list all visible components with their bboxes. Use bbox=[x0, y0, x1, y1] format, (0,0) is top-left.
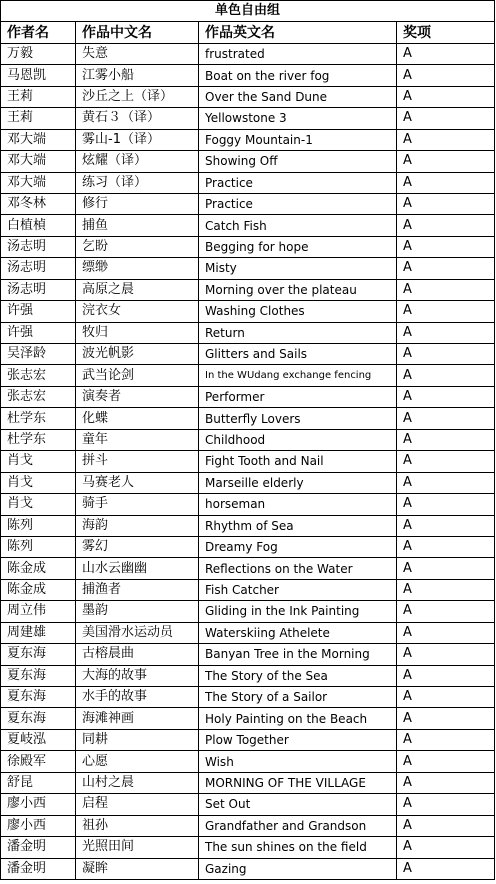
english-title-cell: Showing Off bbox=[199, 151, 397, 172]
table-row bbox=[1, 322, 495, 343]
chinese-title-cell: 古榕晨曲 bbox=[76, 644, 199, 665]
table-header-row bbox=[1, 22, 495, 43]
english-title-cell: The Story of a Sailor bbox=[199, 687, 397, 708]
award-cell: A bbox=[397, 108, 495, 129]
chinese-title-cell: 祖孙 bbox=[76, 815, 199, 836]
award-cell: A bbox=[397, 622, 495, 643]
award-cell: A bbox=[397, 151, 495, 172]
chinese-title-cell: 山水云幽幽 bbox=[76, 558, 199, 579]
english-title-cell: Plow Together bbox=[199, 729, 397, 750]
chinese-title-cell: 雾幻 bbox=[76, 536, 199, 557]
english-title-cell: Childhood bbox=[199, 429, 397, 450]
table-row bbox=[1, 837, 495, 858]
table-row bbox=[1, 665, 495, 686]
award-cell: A bbox=[397, 644, 495, 665]
table-row bbox=[1, 151, 495, 172]
chinese-title-cell: 乞盼 bbox=[76, 236, 199, 257]
award-cell: A bbox=[397, 344, 495, 365]
english-title-cell: Butterfly Lovers bbox=[199, 408, 397, 429]
award-cell: A bbox=[397, 322, 495, 343]
table-row bbox=[1, 365, 495, 386]
english-title-cell: Misty bbox=[199, 258, 397, 279]
table-row bbox=[1, 108, 495, 129]
chinese-title-cell: 马赛老人 bbox=[76, 472, 199, 493]
table-row bbox=[1, 558, 495, 579]
author-cell: 廖小西 bbox=[1, 815, 76, 836]
chinese-title-cell: 心愿 bbox=[76, 751, 199, 772]
chinese-title-cell: 凝眸 bbox=[76, 858, 199, 879]
table-row bbox=[1, 579, 495, 600]
english-title-cell: Over the Sand Dune bbox=[199, 86, 397, 107]
author-cell: 白植楨 bbox=[1, 215, 76, 236]
english-title-cell: Glitters and Sails bbox=[199, 344, 397, 365]
header-award: 奖项 bbox=[397, 22, 495, 43]
chinese-title-cell: 美国滑水运动员 bbox=[76, 622, 199, 643]
award-cell: A bbox=[397, 129, 495, 150]
table-row bbox=[1, 536, 495, 557]
author-cell: 吴泽龄 bbox=[1, 344, 76, 365]
award-cell: A bbox=[397, 429, 495, 450]
table-row bbox=[1, 301, 495, 322]
english-title-cell: horseman bbox=[199, 494, 397, 515]
table-row bbox=[1, 258, 495, 279]
table-row bbox=[1, 43, 495, 64]
english-title-cell: Waterskiing Athelete bbox=[199, 622, 397, 643]
english-title-cell: Rhythm of Sea bbox=[199, 515, 397, 536]
english-title-cell: MORNING OF THE VILLAGE bbox=[199, 772, 397, 793]
table-row bbox=[1, 729, 495, 750]
table-title: 单色自由组 bbox=[1, 1, 495, 22]
author-cell: 夏东海 bbox=[1, 708, 76, 729]
award-cell: A bbox=[397, 408, 495, 429]
english-title-cell: Washing Clothes bbox=[199, 301, 397, 322]
chinese-title-cell: 骑手 bbox=[76, 494, 199, 515]
award-cell: A bbox=[397, 858, 495, 879]
table-row bbox=[1, 86, 495, 107]
english-title-cell: Grandfather and Grandson bbox=[199, 815, 397, 836]
author-cell: 徐殿军 bbox=[1, 751, 76, 772]
award-cell: A bbox=[397, 601, 495, 622]
author-cell: 邓大端 bbox=[1, 172, 76, 193]
english-title-cell: Fight Tooth and Nail bbox=[199, 451, 397, 472]
award-cell: A bbox=[397, 515, 495, 536]
award-cell: A bbox=[397, 536, 495, 557]
chinese-title-cell: 光照田间 bbox=[76, 837, 199, 858]
table-row bbox=[1, 215, 495, 236]
award-cell: A bbox=[397, 386, 495, 407]
chinese-title-cell: 修行 bbox=[76, 193, 199, 214]
table-title-row bbox=[1, 1, 495, 22]
author-cell: 夏岐泓 bbox=[1, 729, 76, 750]
english-title-cell: Yellowstone 3 bbox=[199, 108, 397, 129]
chinese-title-cell: 浣衣女 bbox=[76, 301, 199, 322]
table-row bbox=[1, 494, 495, 515]
chinese-title-cell: 沙丘之上（译） bbox=[76, 86, 199, 107]
chinese-title-cell: 捕鱼 bbox=[76, 215, 199, 236]
english-title-cell: Catch Fish bbox=[199, 215, 397, 236]
english-title-cell: Holy Painting on the Beach bbox=[199, 708, 397, 729]
header-author: 作者名 bbox=[1, 22, 76, 43]
english-title-cell: Return bbox=[199, 322, 397, 343]
english-title-cell: Begging for hope bbox=[199, 236, 397, 257]
chinese-title-cell: 水手的故事 bbox=[76, 687, 199, 708]
author-cell: 夏东海 bbox=[1, 665, 76, 686]
award-cell: A bbox=[397, 708, 495, 729]
award-cell: A bbox=[397, 815, 495, 836]
table-row bbox=[1, 408, 495, 429]
chinese-title-cell: 演奏者 bbox=[76, 386, 199, 407]
author-cell: 张志宏 bbox=[1, 365, 76, 386]
english-title-cell: Reflections on the Water bbox=[199, 558, 397, 579]
author-cell: 邓大端 bbox=[1, 151, 76, 172]
author-cell: 廖小西 bbox=[1, 794, 76, 815]
english-title-cell: Gliding in the Ink Painting bbox=[199, 601, 397, 622]
chinese-title-cell: 捕渔者 bbox=[76, 579, 199, 600]
author-cell: 万毅 bbox=[1, 43, 76, 64]
author-cell: 肖戈 bbox=[1, 451, 76, 472]
author-cell: 张志宏 bbox=[1, 386, 76, 407]
english-title-cell: Set Out bbox=[199, 794, 397, 815]
english-title-cell: Boat on the river fog bbox=[199, 65, 397, 86]
english-title-cell: Performer bbox=[199, 386, 397, 407]
award-cell: A bbox=[397, 86, 495, 107]
english-title-cell: In the WUdang exchange fencing bbox=[199, 365, 397, 386]
english-title-cell: Foggy Mountain-1 bbox=[199, 129, 397, 150]
award-cell: A bbox=[397, 772, 495, 793]
table-row bbox=[1, 644, 495, 665]
award-cell: A bbox=[397, 579, 495, 600]
table-row bbox=[1, 279, 495, 300]
english-title-cell: Practice bbox=[199, 172, 397, 193]
author-cell: 邓冬林 bbox=[1, 193, 76, 214]
table-row bbox=[1, 451, 495, 472]
award-cell: A bbox=[397, 279, 495, 300]
table-row bbox=[1, 601, 495, 622]
table-row bbox=[1, 515, 495, 536]
award-cell: A bbox=[397, 837, 495, 858]
english-title-cell: Banyan Tree in the Morning bbox=[199, 644, 397, 665]
chinese-title-cell: 拼斗 bbox=[76, 451, 199, 472]
author-cell: 周建雄 bbox=[1, 622, 76, 643]
author-cell: 杜学东 bbox=[1, 408, 76, 429]
author-cell: 杜学东 bbox=[1, 429, 76, 450]
header-chinese-title: 作品中文名 bbox=[76, 22, 199, 43]
table-row bbox=[1, 687, 495, 708]
author-cell: 汤志明 bbox=[1, 236, 76, 257]
author-cell: 许强 bbox=[1, 301, 76, 322]
english-title-cell: Wish bbox=[199, 751, 397, 772]
english-title-cell: Gazing bbox=[199, 858, 397, 879]
author-cell: 舒昆 bbox=[1, 772, 76, 793]
english-title-cell: frustrated bbox=[199, 43, 397, 64]
award-cell: A bbox=[397, 729, 495, 750]
chinese-title-cell: 牧归 bbox=[76, 322, 199, 343]
author-cell: 肖戈 bbox=[1, 494, 76, 515]
award-cell: A bbox=[397, 687, 495, 708]
award-cell: A bbox=[397, 236, 495, 257]
award-cell: A bbox=[397, 172, 495, 193]
award-cell: A bbox=[397, 193, 495, 214]
table-row bbox=[1, 236, 495, 257]
header-english-title: 作品英文名 bbox=[199, 22, 397, 43]
award-cell: A bbox=[397, 665, 495, 686]
table-row bbox=[1, 751, 495, 772]
english-title-cell: Marseille elderly bbox=[199, 472, 397, 493]
chinese-title-cell: 化蝶 bbox=[76, 408, 199, 429]
award-cell: A bbox=[397, 494, 495, 515]
author-cell: 陈列 bbox=[1, 515, 76, 536]
award-cell: A bbox=[397, 258, 495, 279]
chinese-title-cell: 武当论剑 bbox=[76, 365, 199, 386]
table-row bbox=[1, 472, 495, 493]
table-row bbox=[1, 65, 495, 86]
table-row bbox=[1, 344, 495, 365]
author-cell: 陈金成 bbox=[1, 558, 76, 579]
author-cell: 肖戈 bbox=[1, 472, 76, 493]
english-title-cell: The Story of the Sea bbox=[199, 665, 397, 686]
chinese-title-cell: 雾山-1（译） bbox=[76, 129, 199, 150]
table-row bbox=[1, 172, 495, 193]
author-cell: 邓大端 bbox=[1, 129, 76, 150]
author-cell: 汤志明 bbox=[1, 279, 76, 300]
chinese-title-cell: 山村之晨 bbox=[76, 772, 199, 793]
chinese-title-cell: 缥缈 bbox=[76, 258, 199, 279]
author-cell: 马恩凯 bbox=[1, 65, 76, 86]
award-cell: A bbox=[397, 215, 495, 236]
chinese-title-cell: 大海的故事 bbox=[76, 665, 199, 686]
chinese-title-cell: 黄石３（译） bbox=[76, 108, 199, 129]
english-title-cell: Dreamy Fog bbox=[199, 536, 397, 557]
chinese-title-cell: 波光帆影 bbox=[76, 344, 199, 365]
english-title-cell: Morning over the plateau bbox=[199, 279, 397, 300]
chinese-title-cell: 海韵 bbox=[76, 515, 199, 536]
table-row bbox=[1, 708, 495, 729]
table-row bbox=[1, 193, 495, 214]
author-cell: 王莉 bbox=[1, 108, 76, 129]
table-row bbox=[1, 772, 495, 793]
award-cell: A bbox=[397, 301, 495, 322]
table-row bbox=[1, 429, 495, 450]
chinese-title-cell: 高原之晨 bbox=[76, 279, 199, 300]
english-title-cell: The sun shines on the field bbox=[199, 837, 397, 858]
table-row bbox=[1, 815, 495, 836]
chinese-title-cell: 同耕 bbox=[76, 729, 199, 750]
award-cell: A bbox=[397, 451, 495, 472]
author-cell: 潘金明 bbox=[1, 837, 76, 858]
author-cell: 夏东海 bbox=[1, 687, 76, 708]
author-cell: 潘金明 bbox=[1, 858, 76, 879]
author-cell: 夏东海 bbox=[1, 644, 76, 665]
award-cell: A bbox=[397, 65, 495, 86]
award-cell: A bbox=[397, 472, 495, 493]
author-cell: 陈金成 bbox=[1, 579, 76, 600]
author-cell: 汤志明 bbox=[1, 258, 76, 279]
chinese-title-cell: 失意 bbox=[76, 43, 199, 64]
author-cell: 周立伟 bbox=[1, 601, 76, 622]
table-row bbox=[1, 858, 495, 879]
award-cell: A bbox=[397, 43, 495, 64]
award-cell: A bbox=[397, 558, 495, 579]
author-cell: 陈列 bbox=[1, 536, 76, 557]
chinese-title-cell: 墨韵 bbox=[76, 601, 199, 622]
chinese-title-cell: 海滩神画 bbox=[76, 708, 199, 729]
table-row bbox=[1, 794, 495, 815]
table-row bbox=[1, 129, 495, 150]
table-row bbox=[1, 622, 495, 643]
english-title-cell: Fish Catcher bbox=[199, 579, 397, 600]
award-cell: A bbox=[397, 365, 495, 386]
english-title-cell: Practice bbox=[199, 193, 397, 214]
author-cell: 王莉 bbox=[1, 86, 76, 107]
chinese-title-cell: 江雾小船 bbox=[76, 65, 199, 86]
award-cell: A bbox=[397, 751, 495, 772]
chinese-title-cell: 童年 bbox=[76, 429, 199, 450]
award-cell: A bbox=[397, 794, 495, 815]
author-cell: 许强 bbox=[1, 322, 76, 343]
chinese-title-cell: 炫耀（译） bbox=[76, 151, 199, 172]
chinese-title-cell: 练习（译） bbox=[76, 172, 199, 193]
chinese-title-cell: 启程 bbox=[76, 794, 199, 815]
table-row bbox=[1, 386, 495, 407]
